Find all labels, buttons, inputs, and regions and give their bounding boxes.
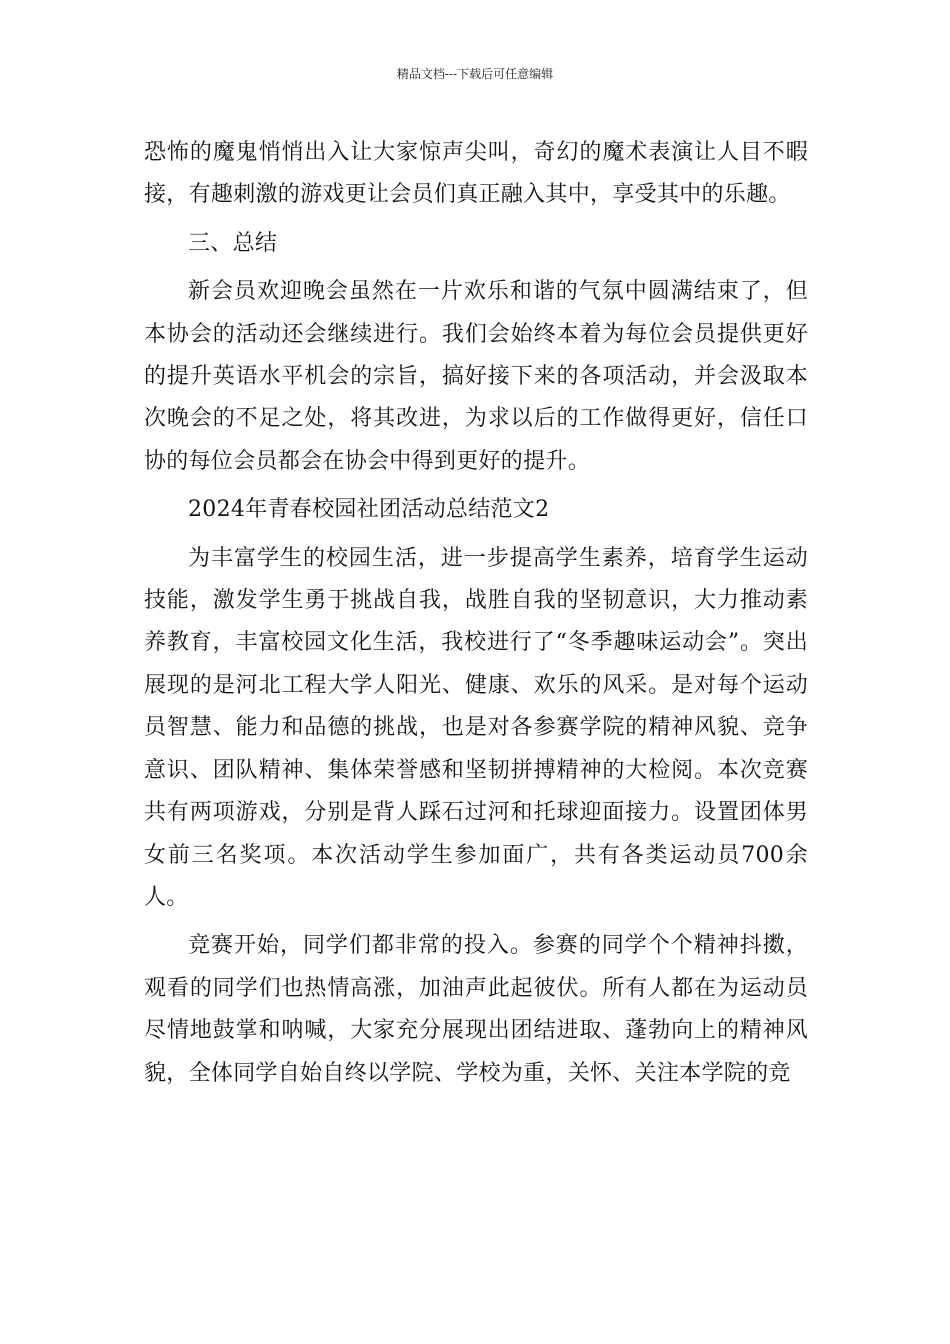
document-body bbox=[144, 132, 808, 1095]
article-title: 2024年青春校园社团活动总结范文2 bbox=[188, 497, 550, 523]
paragraph-continuation: 恐怖的魔鬼悄悄出入让大家惊声尖叫，奇幻的魔术表演让人目不暇接，有趣刺激的游戏更让会员们真正融入其中，享受其中的乐趣。 bbox=[144, 140, 808, 208]
paragraph-summary: 新会员欢迎晚会虽然在一片欢乐和谐的气氛中圆满结束了，但本协会的活动还会继续进行。我们会始终本着为每位会员提供更好的提升英语水平机会的宗旨，搞好接下来的各项活动，并会汲取本次晚会的不足之处，将其改进，为求以后的工作做得更好，信任口协的每位会员都会在协会中得到更好的提升。 bbox=[144, 279, 808, 474]
page-header: 精品文档---下载后可任意编辑 bbox=[396, 67, 554, 81]
paragraph-sports-meet: 为丰富学生的校园生活，进一步提高学生素养，培育学生运动技能，激发学生勇于挑战自我，战胜自我的坚韧意识，大力推动素养教育，丰富校园文化生活，我校进行了“冬季趣味运动会”。突出展现的是河北工程大学人阳光、健康、欢乐的风采。是对每个运动员智慧、能力和品德的挑战，也是对各参赛学院的精神风貌、竞争意识、团队精神、集体荣誉感和坚韧拼搏精神的大检阅。本次竞赛共有两项游戏，分别是背人踩石过河和托球迎面接力。设置团体男女前三名奖项。本次活动学生参加面广，共有各类运动员700余人。 bbox=[144, 545, 808, 910]
paragraph-competition-start: 竞赛开始，同学们都非常的投入。参赛的同学个个精神抖擞，观看的同学们也热情高涨，加油声此起彼伏。所有人都在为运动员尽情地鼓掌和呐喊，大家充分展现出团结进取、蓬勃向上的精神风貌，全体同学自始自终以学院、学校为重，关怀、关注本学院的竞 bbox=[144, 933, 808, 1086]
section-heading-summary: 三、总结 bbox=[188, 230, 278, 256]
